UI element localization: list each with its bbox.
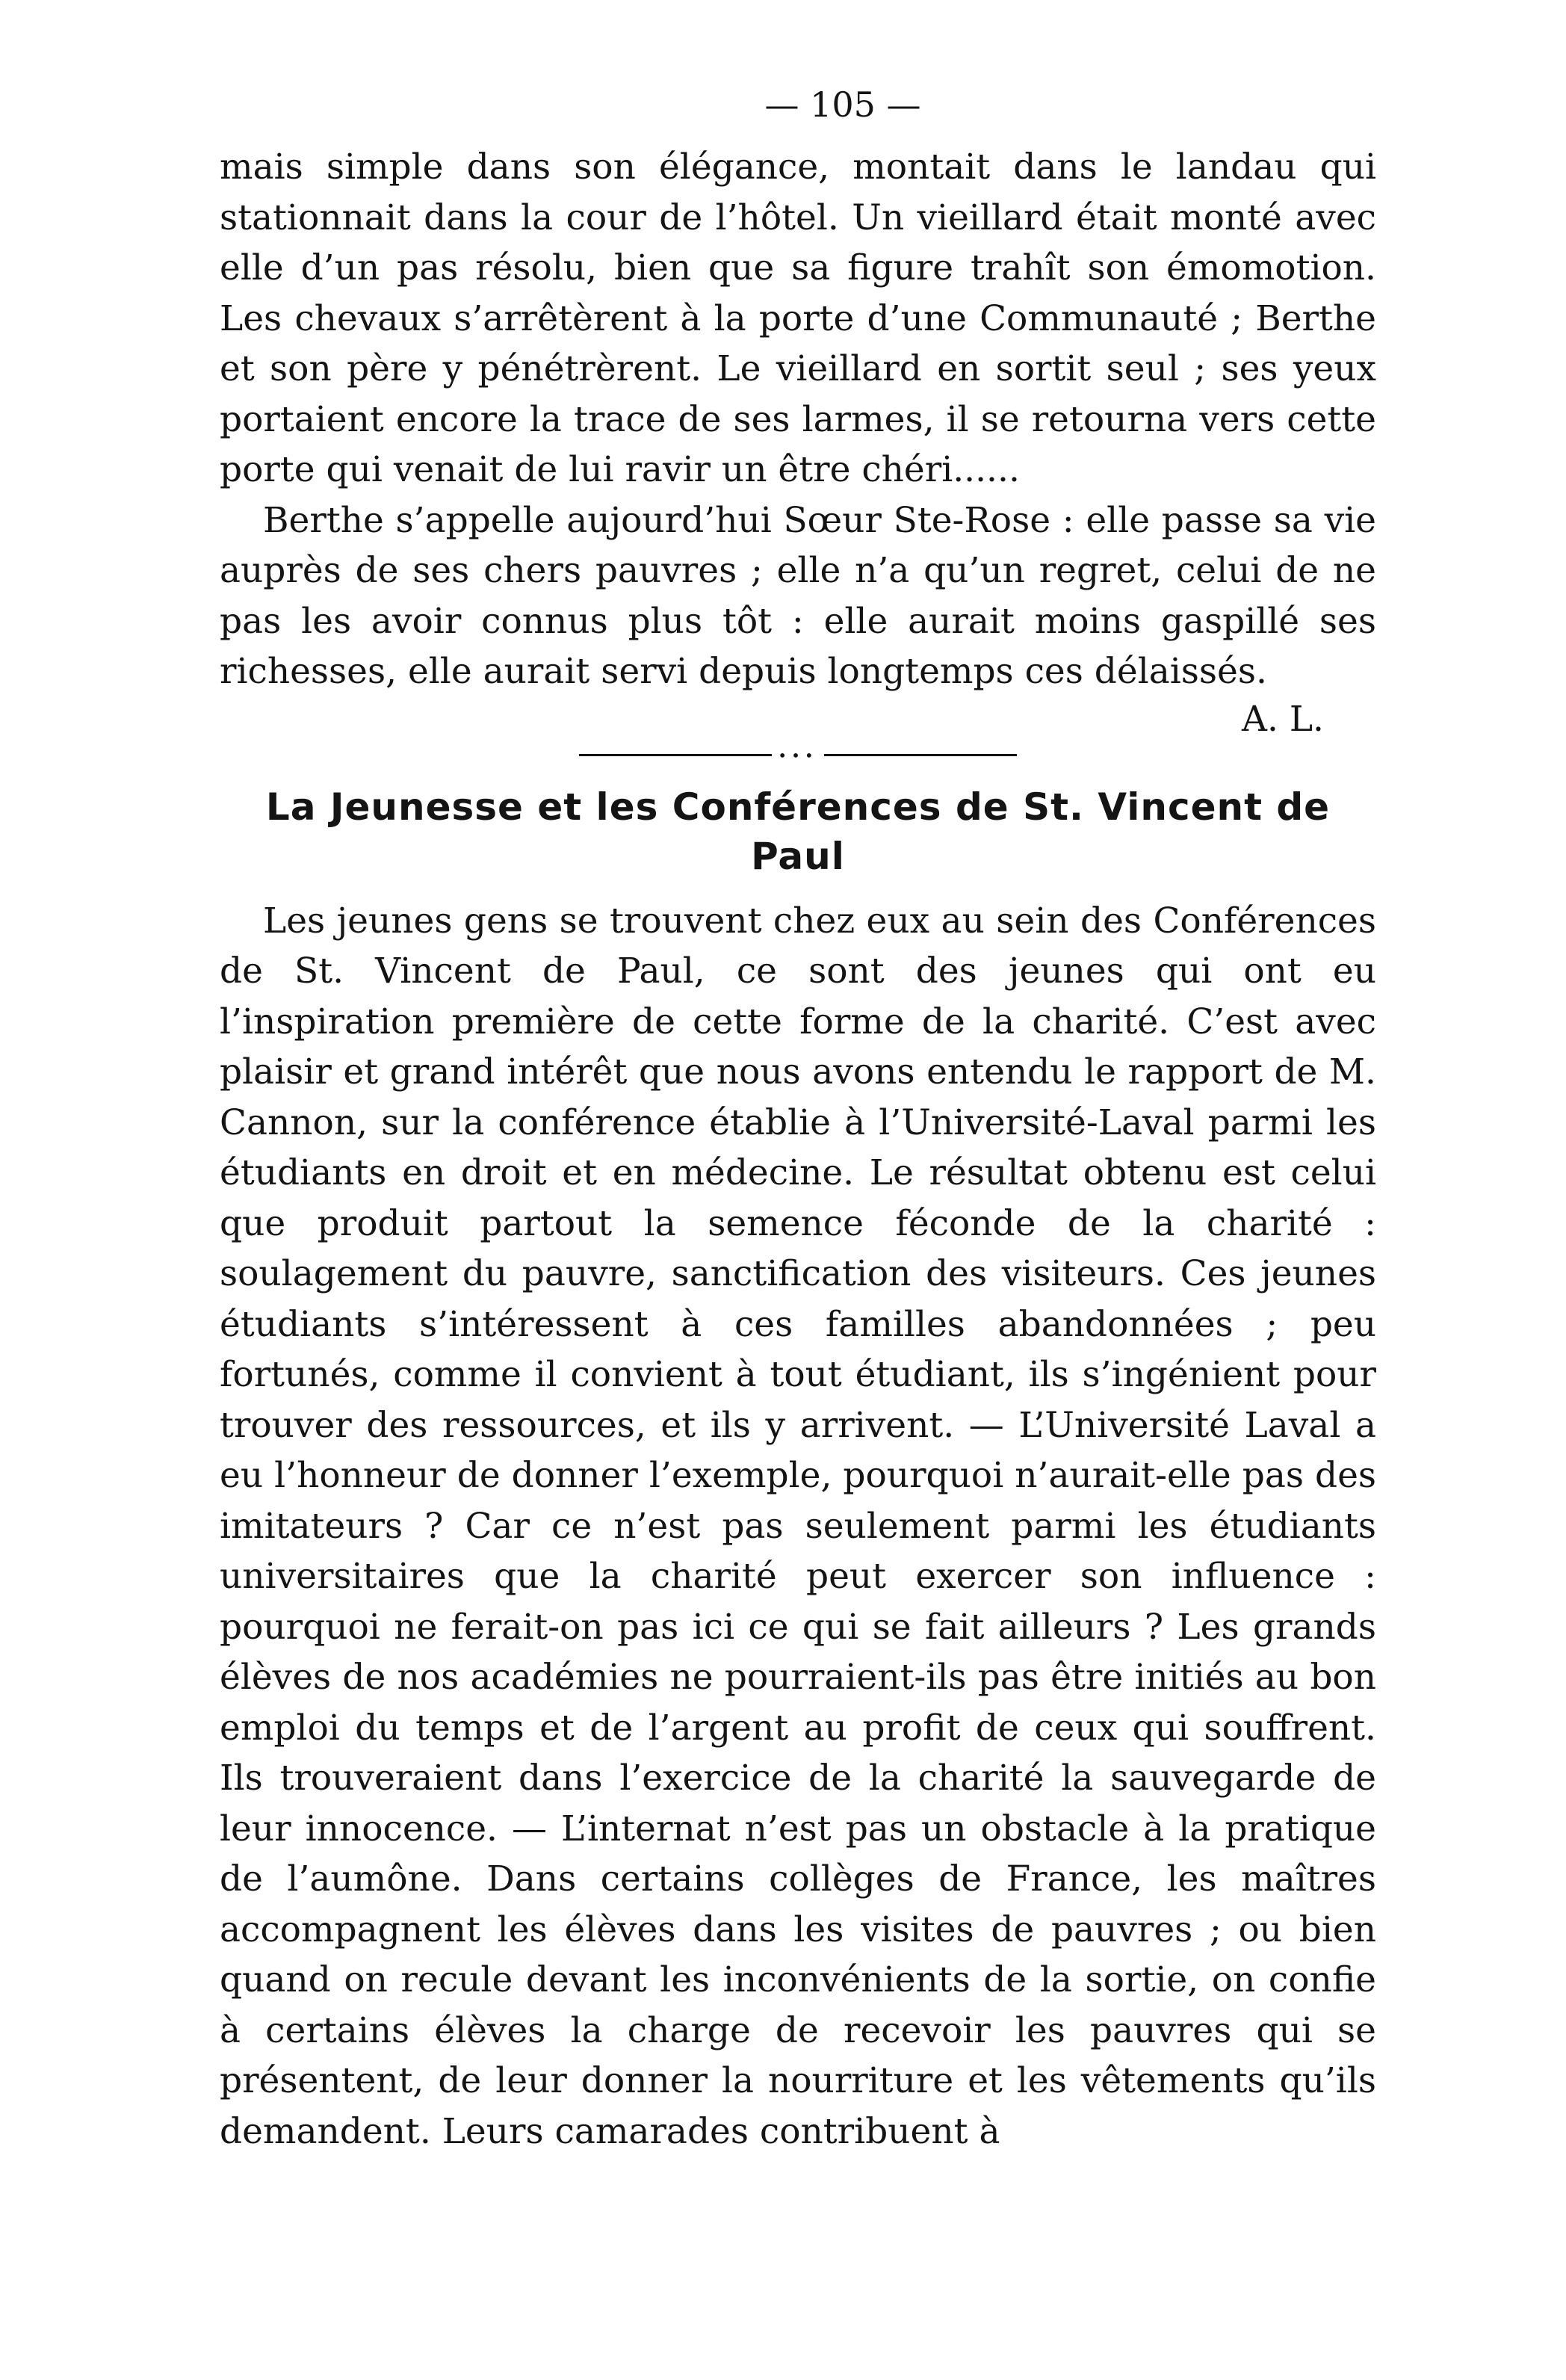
story-paragraph-continued: mais simple dans son élégance, montait dans le landau qui stationnait dans la cour de l’hôtel. Un vieillard était monté avec elle d’un pas résolu, bien que sa figure trahît son émomotion. Les chevaux s’arrêtèrent à la porte d’une Communauté ; Berthe et son père y pénétrèrent. Le vieillard en sortit seul ; ses yeux portaient encore la trace de ses larmes, il se retourna vers cette porte qui venait de lui ravir un être chéri......	[220, 146, 1376, 490]
section-separator	[220, 748, 1376, 763]
page-number: — 105 —	[764, 84, 921, 125]
section-paragraph: Les jeunes gens se trouvent chez eux au sein des Conférences de St. Vincent de Paul, ce sont des jeunes qui ont eu l’inspiration première de cette forme de la charité. C’est avec plaisir et grand intérêt que nous avons entendu le rapport de M. Cannon, sur la conférence établie à l’Université-Laval parmi les étudiants en droit et en médecine. Le résultat obtenu est celui que produit partout la semence féconde de la charité : soulagement du pauvre, sanctification des visiteurs. Ces jeunes étudiants s’intéressent à ces familles abandonnées ; peu fortunés, comme il convient à tout étudiant, ils s’ingénient pour trouver des ressources, et ils y arrivent. — L’Université Laval a eu l’honneur de donner l’exemple, pourquoi n’aurait-elle pas des imitateurs ? Car ce n’est pas seulement parmi les étudiants universitaires que la charité peut exercer son influence : pourquoi ne ferait-on pas ici ce qui se fait ailleurs ? Les grands élèves de nos académies ne pourraient-ils pas être initiés au bon emploi du temps et de l’argent au profit de ceux qui souffrent. Ils trouveraient dans l’exercice de la charité la sauvegarde de leur innocence. — L’internat n’est pas un obstacle à la pratique de l’aumône. Dans certains collèges de France, les maîtres accompagnent les élèves dans les visites de pauvres ; ou bien quand on recule devant les inconvénients de la sortie, on confie à certains élèves la charge de recevoir les pauvres qui se présentent, de leur donner la nourriture et les vêtements qu’ils demandent. Leurs camarades contribuent à	[220, 900, 1376, 2152]
author-signature: A. L.	[1242, 698, 1324, 740]
separator-line-left	[579, 754, 772, 756]
separator-line-right	[824, 754, 1017, 756]
section-title: La Jeunesse et les Conférences de St. Vincent de Paul	[265, 785, 1331, 878]
book-page	[220, 82, 1376, 2157]
separator-dots: •••	[778, 746, 818, 764]
story-paragraph-final: Berthe s’appelle aujourd’hui Sœur Ste-Rose : elle passe sa vie auprès de ses chers pauvres ; elle n’a qu’un regret, celui de ne pas les avoir connus plus tôt : elle aurait moins gaspillé ses richesses, elle aurait servi depuis longtemps ces délaissés.	[220, 499, 1376, 692]
